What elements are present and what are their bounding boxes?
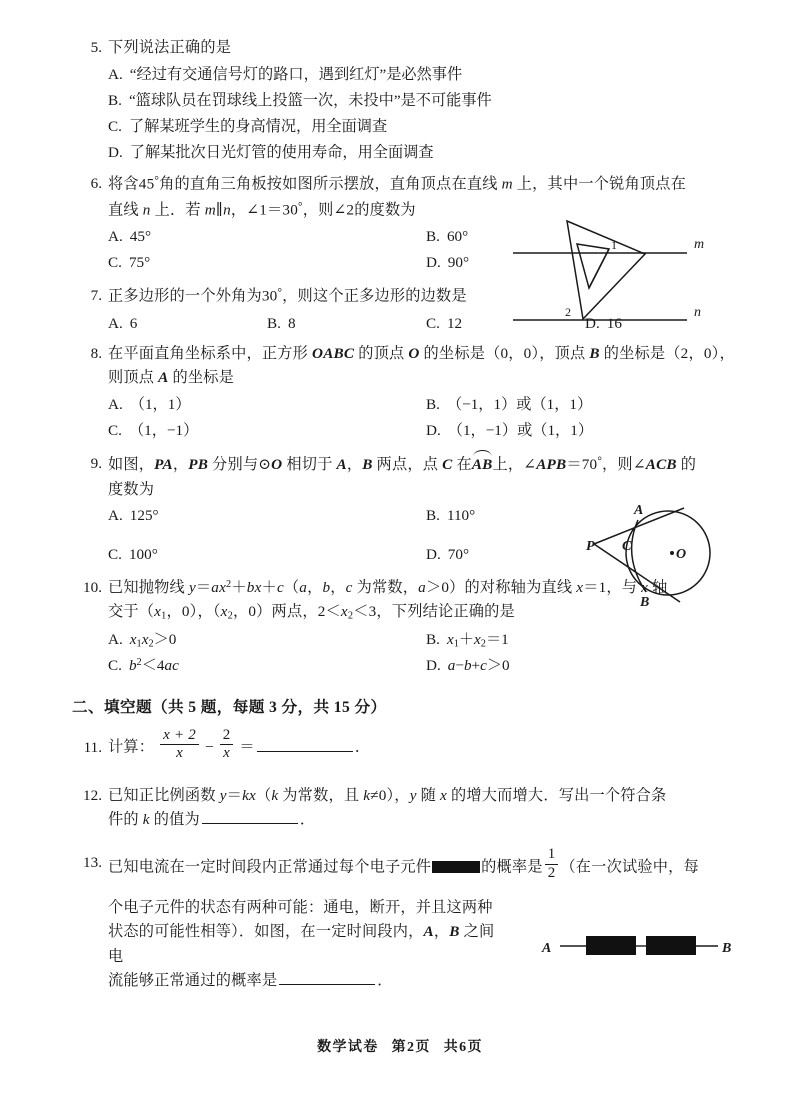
- option-a[interactable]: [108, 392, 426, 418]
- option-text: “经过有交通信号灯的路口，遇到红灯”是必然事件: [129, 65, 463, 83]
- figure-label-m: m: [694, 237, 705, 252]
- answer-blank[interactable]: [279, 970, 375, 985]
- figure-question-9: [580, 498, 735, 613]
- option-text: 16: [606, 314, 622, 332]
- question-number: 7.: [90, 287, 102, 305]
- option-text: 12: [446, 314, 463, 332]
- option-letter: B.: [267, 314, 281, 332]
- figure-label-A: A: [634, 503, 644, 518]
- option-b[interactable]: [426, 392, 744, 418]
- question-stem-line-2: 则顶点 A 的坐标是: [108, 369, 235, 387]
- figure-label-C: C: [622, 539, 632, 554]
- question-stem-line-1: 已知正比例函数 y＝kx（k 为常数，且 k≠0），y 随 x 的增大而增大．写出一个符合条: [108, 786, 667, 804]
- option-letter: A.: [108, 507, 123, 525]
- option-text: 6: [129, 314, 138, 332]
- option-text: a−b+c＞0: [447, 657, 510, 675]
- option-text: $x_1+x_2=1$: [446, 630, 509, 650]
- option-c[interactable]: [108, 653, 426, 679]
- answer-blank[interactable]: [202, 809, 298, 824]
- options-list: [108, 392, 744, 444]
- option-letter: C.: [108, 422, 122, 440]
- question-stem: [108, 726, 744, 766]
- option-text: 60°: [446, 227, 469, 245]
- question-number: 13.: [83, 854, 102, 872]
- fraction-denominator: x: [176, 745, 183, 762]
- option-letter: A.: [108, 630, 123, 648]
- question-11: [72, 726, 744, 766]
- option-text: 125°: [129, 507, 159, 525]
- option-text: 45°: [129, 227, 152, 245]
- stem-text-pre: 已知电流在一定时间段内正常通过每个电子元件: [108, 858, 432, 876]
- calc-label: 计算：: [108, 739, 155, 757]
- option-letter: B.: [426, 227, 440, 245]
- redaction-block: [432, 861, 480, 873]
- question-number: 12.: [83, 786, 102, 804]
- option-c[interactable]: [108, 542, 426, 568]
- option-letter: A.: [108, 227, 123, 245]
- option-text: “篮球队员在罚球线上投篮一次，未投中”是不可能事件: [128, 91, 492, 109]
- figure-label-n: n: [694, 305, 701, 320]
- option-a[interactable]: [108, 224, 426, 250]
- question-stem: 正多边形的一个外角为30°，则这个正多边形的边数是: [108, 287, 467, 305]
- question-stem-line-1: 在平面直角坐标系中，正方形 OABC 的顶点 O 的坐标是（0，0），顶点 B 的坐标是（2，0），: [108, 344, 735, 362]
- period: ．: [377, 972, 393, 990]
- fraction-one: [160, 728, 199, 763]
- question-stem: 下列说法正确的是: [108, 39, 232, 56]
- answer-blank[interactable]: [257, 737, 353, 752]
- question-12: [72, 784, 744, 833]
- option-letter: D.: [426, 422, 441, 440]
- option-letter: D.: [426, 254, 441, 272]
- option-letter: C.: [108, 254, 122, 272]
- option-text: 8: [287, 314, 296, 332]
- fraction-denominator: 2: [547, 865, 556, 882]
- figure-question-6: [505, 218, 730, 335]
- figure-label-B: B: [722, 941, 732, 956]
- option-d[interactable]: [108, 140, 744, 166]
- period: ．: [354, 739, 371, 757]
- footer-total-pages: 共6页: [443, 1040, 483, 1055]
- equals-sign: ＝: [239, 739, 255, 757]
- option-d[interactable]: [426, 418, 744, 444]
- option-letter: C.: [108, 657, 122, 675]
- component-box-2: [646, 936, 696, 955]
- option-c[interactable]: [108, 250, 426, 276]
- footer-exam-label: 数学试卷: [317, 1040, 379, 1055]
- option-d[interactable]: [426, 653, 744, 679]
- question-number: 5.: [90, 39, 102, 56]
- options-list: [108, 627, 744, 680]
- figure-label-angle-2: 2: [565, 305, 571, 319]
- question-8: [72, 342, 744, 445]
- option-text: 了解某班学生的身高情况，用全面调查: [128, 117, 388, 135]
- option-text: 了解某批次日光灯管的使用寿命，用全面调查: [129, 144, 434, 162]
- fraction-denominator: x: [223, 745, 230, 762]
- question-stem-line-2: 交于（$x_1$，0），（$x_2$，0）两点，$2<x_2<3$，下列结论正确的是: [108, 603, 515, 622]
- option-text: $x_1x_2>0$: [129, 630, 177, 650]
- option-letter: D.: [426, 657, 441, 675]
- option-text: （1，1）: [129, 395, 191, 413]
- question-5: [72, 36, 744, 166]
- question-stem-line-4: [108, 969, 744, 994]
- question-number: 11.: [83, 739, 102, 757]
- question-stem-line-1: [108, 846, 744, 886]
- question-13: [72, 846, 744, 994]
- figure-label-angle-1: 1: [611, 238, 617, 252]
- option-letter: A.: [108, 65, 123, 83]
- question-stem-line-3: 状态的可能性相等）．如图，在一定时间段内，A，B 之间电: [108, 923, 495, 965]
- question-stem-line-1: 如图，PA，PB 分别与⊙O 相切于 A，B 两点，点 C 在AB上，∠APB＝70°，则∠ACB 的: [108, 452, 744, 478]
- stem-text-post: 的概率是: [481, 858, 543, 876]
- option-text: 70°: [447, 545, 470, 563]
- option-letter: A.: [108, 314, 123, 332]
- question-number: 9.: [90, 455, 102, 473]
- question-number: 6.: [90, 175, 102, 193]
- question-stem-line-1: 已知抛物线 $y=ax^2+bx+c(a$，b，c 为常数，a＞0）的对称轴为直线 x＝1，与 x 轴: [108, 578, 668, 596]
- component-box-1: [586, 936, 636, 955]
- option-letter: B.: [108, 91, 122, 109]
- question-stem-line-2: 度数为: [108, 480, 155, 498]
- option-letter: D.: [585, 314, 600, 332]
- option-text: $b^2<4ac$: [128, 657, 179, 675]
- option-a[interactable]: [108, 627, 426, 653]
- option-letter: B.: [426, 507, 440, 525]
- option-b[interactable]: [267, 311, 426, 337]
- option-text: （1，−1）: [128, 422, 199, 440]
- stem-text-pre: 流能够正常通过的概率是: [108, 972, 278, 990]
- question-stem-line-2: 直线 n 上．若 m∥n，∠1＝30°，则∠2的度数为: [108, 200, 416, 219]
- fraction-numerator: x + 2: [160, 728, 199, 746]
- option-a[interactable]: [108, 62, 744, 88]
- period: ．: [299, 811, 316, 829]
- fraction-numerator: 1: [545, 847, 559, 865]
- options-list: [108, 62, 744, 167]
- option-letter: A.: [108, 395, 123, 413]
- stem-text-tail: （在一次试验中，每: [560, 858, 699, 876]
- page-footer: [0, 1036, 800, 1056]
- figure-question-13: [540, 928, 735, 969]
- option-letter: C.: [108, 545, 122, 563]
- option-letter: D.: [426, 545, 441, 563]
- option-text: （−1，1）或（1，1）: [446, 395, 593, 413]
- option-a[interactable]: [108, 311, 267, 337]
- option-letter: D.: [108, 144, 123, 162]
- option-text: 100°: [128, 545, 158, 563]
- question-stem-line-1: 将含45°角的直角三角板按如图所示摆放，直角顶点在直线 m 上，其中一个锐角顶点在: [108, 175, 687, 193]
- option-letter: B.: [426, 630, 440, 648]
- option-text: 90°: [447, 254, 470, 272]
- minus-operator: −: [204, 739, 214, 757]
- figure-label-P: P: [586, 539, 595, 554]
- option-letter: C.: [426, 314, 440, 332]
- option-b[interactable]: [108, 88, 744, 114]
- figure-label-A: A: [542, 941, 552, 956]
- option-letter: C.: [108, 117, 122, 135]
- option-b[interactable]: [426, 627, 744, 653]
- option-c[interactable]: [108, 114, 744, 140]
- question-number: 8.: [90, 344, 102, 362]
- option-a[interactable]: [108, 503, 426, 529]
- question-number: 10.: [83, 578, 102, 596]
- figure-label-O: O: [676, 547, 687, 562]
- option-text: 75°: [128, 254, 151, 272]
- fraction-numerator: 2: [220, 728, 234, 746]
- section-two-heading: 二、填空题（共 5 题，每题 3 分，共 15 分）: [72, 699, 387, 717]
- figure-center-dot: [670, 551, 674, 555]
- option-text: （1，−1）或（1，1）: [447, 422, 594, 440]
- option-text: 110°: [446, 507, 476, 525]
- option-letter: B.: [426, 395, 440, 413]
- figure-label-B: B: [640, 595, 650, 608]
- footer-page-number: 第2页: [391, 1040, 431, 1055]
- fraction-half: [545, 847, 559, 882]
- question-stem-line-2: 个电子元件的状态有两种可能：通电，断开，并且这两种: [108, 898, 493, 916]
- option-c[interactable]: [108, 418, 426, 444]
- fraction-two: [220, 728, 234, 763]
- question-stem-line-2: 件的 k 的值为 ．: [108, 808, 744, 833]
